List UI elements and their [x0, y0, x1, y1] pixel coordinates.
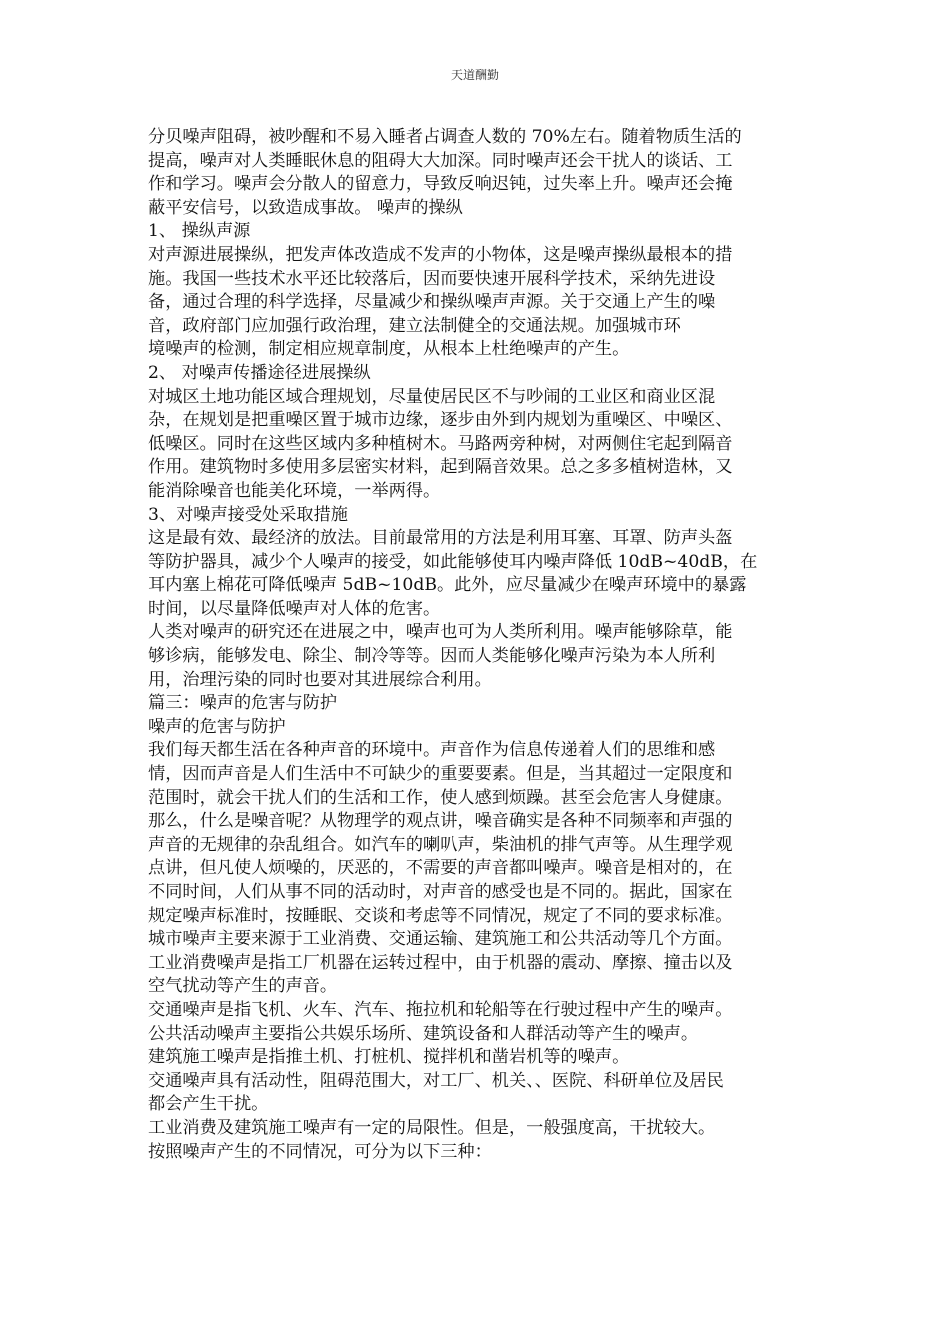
text-line: 公共活动噪声主要指公共娱乐场所、建筑设备和人群活动等产生的噪声。: [148, 1023, 699, 1044]
text-line: 对声源进展操纵，把发声体改造成不发声的小物体，这是噪声操纵最根本的措: [148, 244, 733, 265]
chapter-title: 篇三：噪声的危害与防护: [148, 693, 338, 714]
text-line: 对城区土地功能区域合理规划，尽量使居民区不与吵闹的工业区和商业区混: [148, 386, 716, 407]
section-heading: 噪声的危害与防护: [148, 716, 286, 737]
text-line: 作用。建筑物时多使用多层密实材料，起到隔音效果。总之多多植树造林，又: [148, 457, 733, 478]
text-line: 空气扰动等产生的声音。: [148, 976, 338, 997]
text-line: 能消除噪音也能美化环境，一举两得。: [148, 480, 441, 501]
text-line: 等防护器具，减少个人噪声的接受，如此能够使耳内噪声降低 10dB~40dB，在: [148, 551, 758, 572]
text-line: 施。我国一些技术水平还比较落后，因而要快速开展科学技术，采纳先进设: [148, 268, 716, 289]
text-line: 时间，以尽量降低噪声对人体的危害。: [148, 598, 441, 619]
text-line: 境噪声的检测，制定相应规章制度，从根本上杜绝噪声的产生。: [148, 339, 630, 360]
text-line: 我们每天都生活在各种声音的环境中。声音作为信息传递着人们的思维和感: [148, 740, 716, 761]
text-line: 杂，在规划是把重噪区置于城市边缘，逐步由外到内规划为重噪区、中噪区、: [148, 410, 733, 431]
text-line: 交通噪声是指飞机、火车、汽车、拖拉机和轮船等在行驶过程中产生的噪声。: [148, 999, 733, 1020]
text-line: 备，通过合理的科学选择，尽量减少和操纵噪声声源。关于交通上产生的噪: [148, 292, 716, 313]
text-line: 交通噪声具有活动性，阻碍范围大，对工厂、机关、、医院、科研单位及居民: [148, 1070, 724, 1091]
text-line: 工业消费噪声是指工厂机器在运转过程中，由于机器的震动、摩擦、撞击以及: [148, 952, 733, 973]
text-line: 音，政府部门应加强行政治理，建立法制健全的交通法规。加强城市环: [148, 315, 681, 336]
text-line: 用，治理污染的同时也要对其进展综合利用。: [148, 669, 492, 690]
text-line: 低噪区。同时在这些区域内多种植树木。马路两旁种树，对两侧住宅起到隔音: [148, 433, 733, 454]
document-body: [148, 126, 802, 1164]
section-heading: 3、对噪声接受处采取措施: [148, 504, 348, 525]
text-line: 范围时，就会干扰人们的生活和工作，使人感到烦躁。甚至会危害人身健康。: [148, 787, 733, 808]
text-line: 城市噪声主要来源于工业消费、交通运输、建筑施工和公共活动等几个方面。: [148, 929, 733, 950]
text-line: 人类对噪声的研究还在进展之中，噪声也可为人类所利用。噪声能够除草，能: [148, 622, 733, 643]
text-line: 声音的无规律的杂乱组合。如汽车的喇叭声，柴油机的排气声等。从生理学观: [148, 834, 733, 855]
section-heading: 1、 操纵声源: [148, 221, 251, 242]
text-line: 规定噪声标准时，按睡眠、交谈和考虑等不同情况，规定了不同的要求标准。: [148, 905, 733, 926]
text-line: 情，因而声音是人们生活中不可缺少的重要要素。但是，当其超过一定限度和: [148, 764, 733, 785]
text-line: 这是最有效、最经济的放法。目前最常用的方法是利用耳塞、耳罩、防声头盔: [148, 528, 733, 549]
text-line: 点讲，但凡使人烦噪的，厌恶的，不需要的声音都叫噪声。噪音是相对的，在: [148, 858, 733, 879]
text-line: 不同时间，人们从事不同的活动时，对声音的感受也是不同的。据此，国家在: [148, 882, 733, 902]
text-line: 建筑施工噪声是指推土机、打桩机、搅拌机和凿岩机等的噪声。: [148, 1047, 630, 1068]
section-heading: 2、 对噪声传播途径进展操纵: [148, 362, 371, 383]
text-line: 够诊病，能够发电、除尘、制冷等等。因而人类能够化噪声污染为本人所利: [148, 646, 716, 667]
text-line: 工业消费及建筑施工噪声有一定的局限性。但是，一般强度高，干扰较大。: [148, 1117, 716, 1138]
text-line: 那么，什么是噪音呢？从物理学的观点讲，噪音确实是各种不同频率和声强的: [148, 811, 733, 832]
text-line: 蔽平安信号，以致造成事故。 噪声的操纵: [148, 197, 463, 218]
text-line: 都会产生干扰。: [148, 1094, 269, 1115]
text-line: 耳内塞上棉花可降低噪声 5dB~10dB。此外，应尽量减少在噪声环境中的暴露: [148, 575, 747, 596]
text-line: 按照噪声产生的不同情况，可分为以下三种：: [148, 1141, 492, 1162]
text-line: 提高，噪声对人类睡眠休息的阻碍大大加深。同时噪声还会干扰人的谈话、工: [148, 150, 733, 171]
page-header: 天道酬勤: [450, 68, 499, 82]
text-line: 分贝噪声阻碍，被吵醒和不易入睡者占调查人数的 70%左右。随着物质生活的: [148, 127, 742, 147]
text-line: 作和学习。噪声会分散人的留意力，导致反响迟钝，过失率上升。噪声还会掩: [148, 174, 733, 195]
